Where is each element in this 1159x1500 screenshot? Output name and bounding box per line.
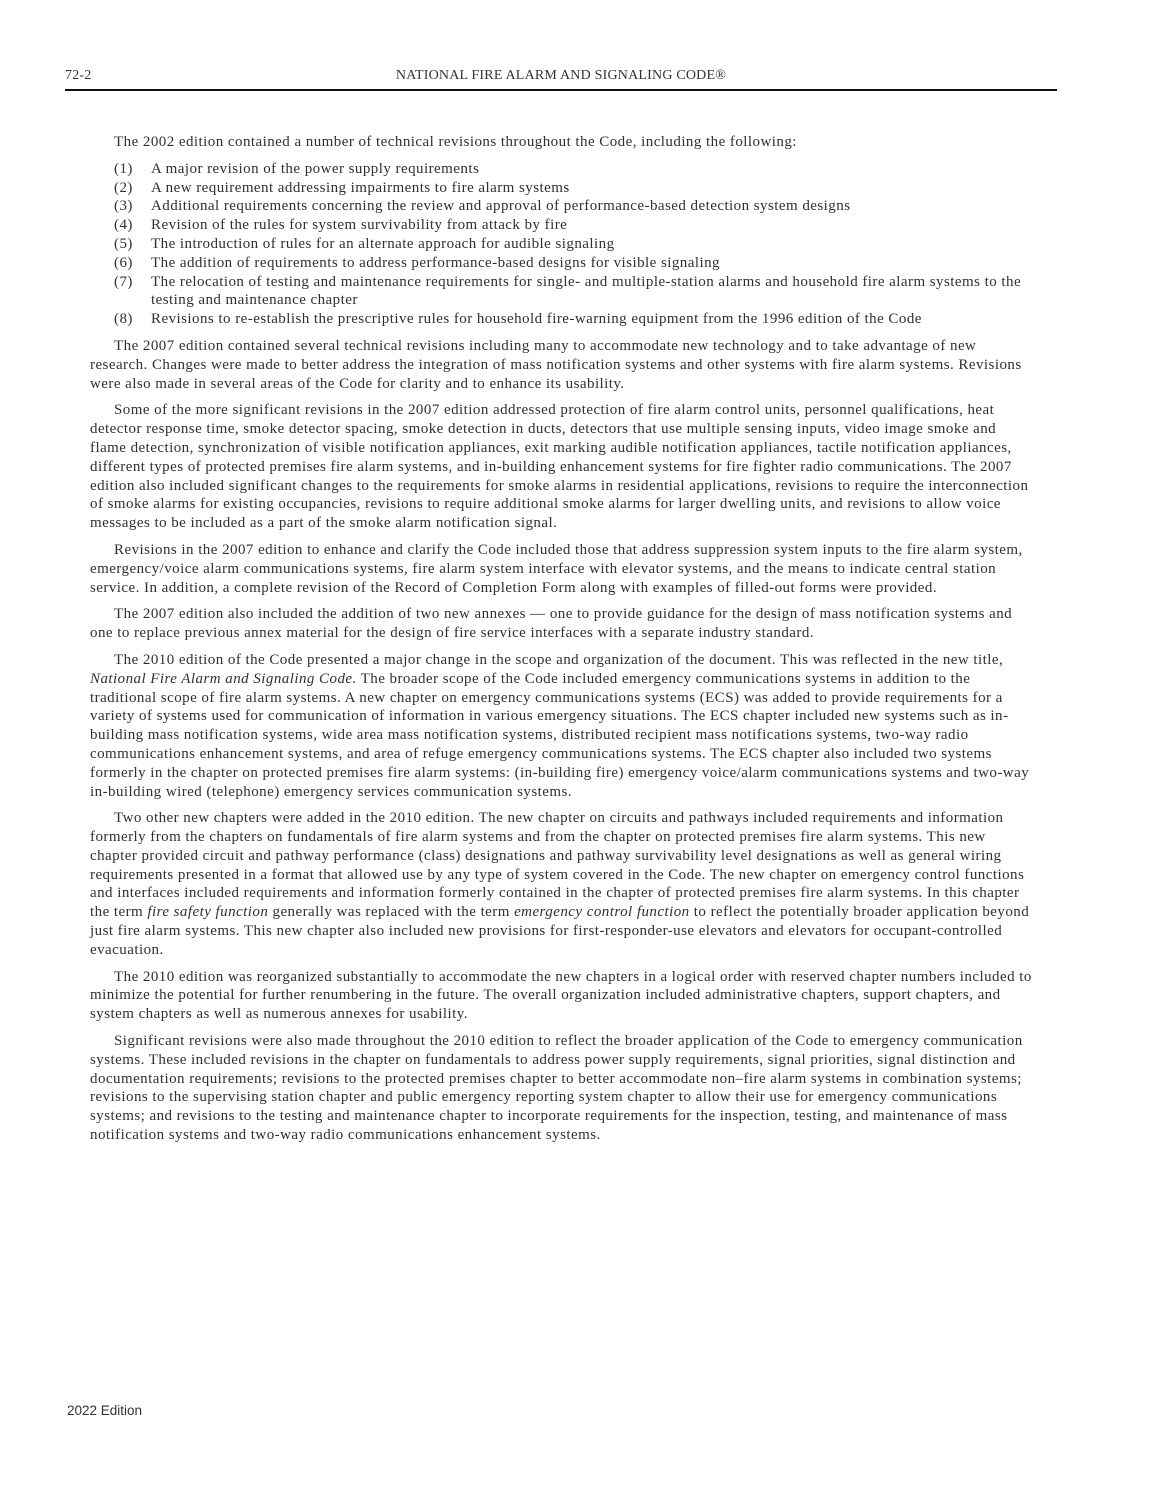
paragraph-2010-scope xyxy=(90,651,1034,801)
text-run: Two other new chapters were added in the 2010 edition. The new chapter on circuits and pathways included requirements and information formerly from the chapters on fundamentals of fire alarm systems and from the chapter on protected premises fire alarm systems. This new chapter provided circuit and pathway performance (class) designations and pathway survivability level designations as well as general wiring requirements presented in a format that allowed use by any type of system covered in the Code. The new chapter on emergency control functions and interfaces included requirements and information formerly contained in the chapter of protected premises fire alarm systems. In this chapter the term xyxy=(90,810,1025,921)
list-item-text: The addition of requirements to address performance-based designs for visible signaling xyxy=(151,254,720,271)
term-italic: fire safety function xyxy=(147,904,269,921)
list-item-number: (8) xyxy=(114,311,133,328)
list-item-text: The introduction of rules for an alternate approach for audible signaling xyxy=(151,235,615,252)
paragraph-2002-intro: The 2002 edition contained a number of technical revisions throughout the Code, including the following: xyxy=(114,134,797,150)
list-item-number: (3) xyxy=(114,198,133,215)
page-number: 72-2 xyxy=(65,68,92,83)
text-run: The broader scope of the Code included emergency communications systems in addition to the traditional scope of fire alarm systems. A new chapter on emergency communications systems (ECS) was added to provide requirements for a variety of systems used for communication of information in various emergency situations. The ECS chapter included new systems such as in-building mass notification systems, wide area mass notification systems, distributed recipient mass notifications systems, two-way radio communications enhancement systems, and area of refuge emergency communications systems. The ECS chapter also included two systems formerly in the chapter on protected premises fire alarm systems: (in-building fire) emergency voice/alarm communications systems and two-way in-building wired (telephone) emergency services communication systems. xyxy=(90,670,1030,800)
text-run: The 2010 edition of the Code presented a major change in the scope and organization of the document. This was reflected in the new title, xyxy=(114,651,1004,668)
paragraph-2007-significant: Some of the more significant revisions in the 2007 edition addressed protection of fire alarm control units, personnel qualifications, heat detector response time, smoke detector spacing, smoke detection in ducts, detectors that use multiple sensing inputs, video image smoke and flame detection, synchronization of visible notification appliances, exit marking audible notification appliances, tactile notification appliances, different types of protected premises fire alarm systems, and in-building enhancement systems for fire fighter radio communications. The 2007 edition also included significant changes to the requirements for smoke alarms in residential applications, revisions to require the interconnection of smoke alarms for existing occupancies, revisions to require additional smoke alarms for larger dwelling units, and revisions to allow voice messages to be included as a part of the smoke alarm notification signal. xyxy=(90,402,1029,532)
paragraph-2007-annexes: The 2007 edition also included the addition of two new annexes — one to provide guidance for the design of mass notification systems and one to replace previous annex material for the design of fire service interfaces with a separate industry standard. xyxy=(90,606,1013,642)
paragraph-2010-revisions: Significant revisions were also made throughout the 2010 edition to reflect the broader application of the Code to emergency communication systems. These included revisions in the chapter on fundamentals to address power supply requirements, signal priorities, signal distinction and documentation requirements; revisions to the protected premises chapter to better accommodate non–fire alarm systems in combination systems; revisions to the supervising station chapter and public emergency reporting system chapter to allow their use for emergency communications systems; and revisions to the testing and maintenance chapter to incorporate requirements for the inspection, testing, and maintenance of mass notification systems and two-way radio communications enhancement systems. xyxy=(90,1033,1023,1144)
list-item-text: Additional requirements concerning the review and approval of performance-based detection system designs xyxy=(151,198,851,215)
text-run: generally was replaced with the term xyxy=(268,904,515,921)
paragraph-2007-overview: The 2007 edition contained several technical revisions including many to accommodate new technology and to take advantage of new research. Changes were made to better address the integration of mass notification systems and other systems with fire alarm systems. Revisions were also made in several areas of the Code for clarity and to enhance its usability. xyxy=(90,337,1022,392)
paragraph-2010-new-chapters xyxy=(90,809,1034,959)
document-body xyxy=(90,133,1034,1153)
list-item-number: (2) xyxy=(114,179,133,196)
text-run: to reflect the potentially broader application beyond just fire alarm systems. This new chapter also included new provisions for first-responder-use elevators and elevators for occupant-controlled evacuation. xyxy=(90,904,1030,958)
list-item xyxy=(90,273,1034,311)
list-item xyxy=(90,235,1034,254)
list-item-number: (5) xyxy=(114,235,133,252)
list-item-text: Revisions to re-establish the prescriptive rules for household fire-warning equipment from the 1996 edition of the Code xyxy=(151,311,922,328)
code-title-italic: National Fire Alarm and Signaling Code. xyxy=(90,670,357,687)
list-item-text: A new requirement addressing impairments to fire alarm systems xyxy=(151,179,570,196)
list-item xyxy=(90,216,1034,235)
running-head: NATIONAL FIRE ALARM AND SIGNALING CODE® xyxy=(395,68,727,83)
list-item xyxy=(90,310,1034,329)
list-item xyxy=(90,254,1034,273)
list-item-text: Revision of the rules for system survivability from attack by fire xyxy=(151,217,568,234)
list-item-number: (6) xyxy=(114,254,133,271)
page-header xyxy=(65,68,1057,91)
list-item xyxy=(90,197,1034,216)
edition-footer: 2022 Edition xyxy=(67,1403,143,1418)
paragraph-2010-reorganized: The 2010 edition was reorganized substantially to accommodate the new chapters in a logical order with reserved chapter numbers included to minimize the potential for further renumbering in the future. The overall organization included administrative chapters, support chapters, and system chapters as well as numerous annexes for usability. xyxy=(90,968,1032,1023)
term-italic: emergency control function xyxy=(514,904,690,921)
list-item-number: (4) xyxy=(114,217,133,234)
revision-list-2002 xyxy=(90,160,1034,329)
list-item-text: The relocation of testing and maintenance requirements for single- and multiple-station alarms and household fire alarm systems to the testing and maintenance chapter xyxy=(151,273,1022,309)
list-item-text: A major revision of the power supply requirements xyxy=(151,160,480,177)
list-item xyxy=(90,160,1034,179)
list-item-number: (7) xyxy=(114,273,133,290)
paragraph-2007-clarify: Revisions in the 2007 edition to enhance and clarify the Code included those that address suppression system inputs to the fire alarm system, emergency/voice alarm communications systems, fire alarm system interface with elevator systems, and the means to indicate central station service. In addition, a complete revision of the Record of Completion Form along with examples of filled-out forms were provided. xyxy=(90,541,1023,596)
list-item xyxy=(90,179,1034,198)
list-item-number: (1) xyxy=(114,160,133,177)
